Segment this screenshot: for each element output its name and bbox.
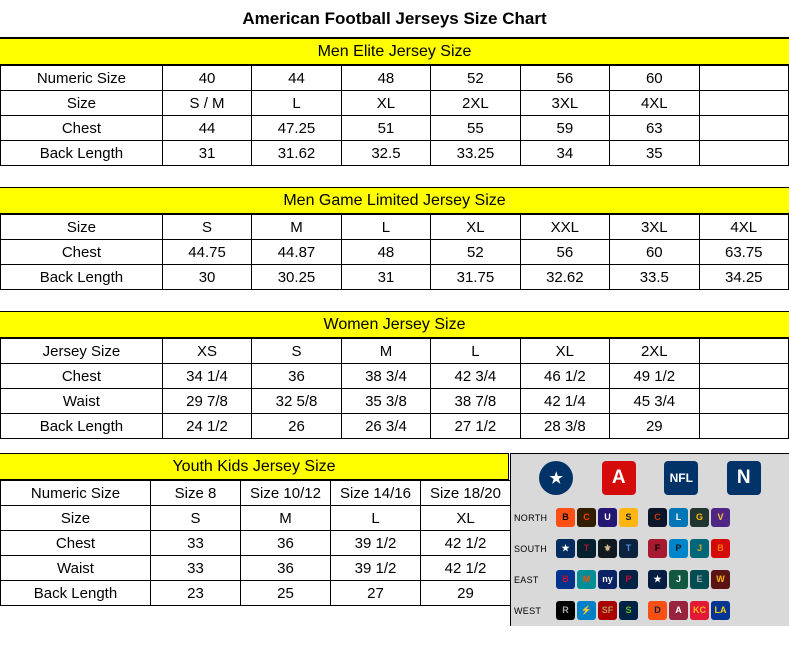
cell: 35 3/8 <box>341 389 430 414</box>
table-row <box>1 481 511 506</box>
cell: Size 8 <box>151 481 241 506</box>
cell: 35 <box>610 141 699 166</box>
cell: 23 <box>151 581 241 606</box>
table-men-elite <box>0 65 789 166</box>
steelers-logo: S <box>619 508 638 527</box>
cell: 47.25 <box>252 116 341 141</box>
falcons-logo: F <box>648 539 667 558</box>
cell: 56 <box>520 240 609 265</box>
cell: 27 1/2 <box>431 414 520 439</box>
table-row <box>1 581 511 606</box>
cell: 42 3/4 <box>431 364 520 389</box>
cell-empty <box>699 414 788 439</box>
row-label: Chest <box>1 240 163 265</box>
cell: 29 <box>421 581 511 606</box>
row-label: Chest <box>1 531 151 556</box>
cell: 52 <box>431 240 520 265</box>
cell: 32 5/8 <box>252 389 341 414</box>
table-row <box>1 265 789 290</box>
cell-empty <box>699 364 788 389</box>
section-spacer <box>0 290 789 311</box>
cell: 52 <box>431 66 520 91</box>
cell: 33 <box>151 556 241 581</box>
cell: XL <box>431 215 520 240</box>
cell: 33 <box>151 531 241 556</box>
bottom-area <box>0 453 789 626</box>
cell-empty <box>699 66 788 91</box>
cell: 63 <box>610 116 699 141</box>
section-heading-youth: Youth Kids Jersey Size <box>0 453 509 480</box>
bengals-logo: B <box>556 508 575 527</box>
row-label: Size <box>1 506 151 531</box>
cell: 44 <box>252 66 341 91</box>
cell: 32.5 <box>341 141 430 166</box>
row-label: Chest <box>1 116 163 141</box>
cell: 51 <box>341 116 430 141</box>
cell: 3XL <box>520 91 609 116</box>
cell: 26 <box>252 414 341 439</box>
row-label: Size <box>1 91 163 116</box>
table-youth <box>0 480 511 606</box>
patriots-logo: P <box>619 570 638 589</box>
cell-empty <box>699 141 788 166</box>
afc-team-group <box>556 601 638 620</box>
texans-logo: T <box>577 539 596 558</box>
division-row <box>511 595 789 626</box>
cell: Size 18/20 <box>421 481 511 506</box>
cell: 48 <box>341 66 430 91</box>
nfc-team-group <box>648 570 730 589</box>
cell: 44 <box>162 116 251 141</box>
giants-logo: ny <box>598 570 617 589</box>
cell: 31 <box>162 141 251 166</box>
nfc-team-group <box>648 539 730 558</box>
row-label: Chest <box>1 364 163 389</box>
cell: S <box>162 215 251 240</box>
afc-team-group <box>556 539 638 558</box>
table-row <box>1 506 511 531</box>
49ers-logo: SF <box>598 601 617 620</box>
cell-empty <box>699 339 788 364</box>
vikings-logo: V <box>711 508 730 527</box>
cell: 38 3/4 <box>341 364 430 389</box>
nfl-teams-panel <box>510 453 789 626</box>
nfc-logo: N <box>727 461 761 495</box>
cell: 63.75 <box>699 240 788 265</box>
nfc-team-group <box>648 508 730 527</box>
cell: 36 <box>241 531 331 556</box>
seahawks-logo: S <box>619 601 638 620</box>
cell: 40 <box>162 66 251 91</box>
titans-logo: T <box>619 539 638 558</box>
afc-team-group <box>556 570 638 589</box>
cell: XL <box>421 506 511 531</box>
colts-logo: ★ <box>556 539 575 558</box>
cell: 31.62 <box>252 141 341 166</box>
table-row <box>1 556 511 581</box>
cell: 30 <box>162 265 251 290</box>
section-heading-men-game-limited: Men Game Limited Jersey Size <box>0 187 789 214</box>
packers-logo: G <box>690 508 709 527</box>
cell: 45 3/4 <box>610 389 699 414</box>
cell: 2XL <box>610 339 699 364</box>
cell: XL <box>520 339 609 364</box>
buccaneers-logo: B <box>711 539 730 558</box>
cell: 24 1/2 <box>162 414 251 439</box>
table-row <box>1 66 789 91</box>
dolphins-logo: M <box>577 570 596 589</box>
cardinals-logo: A <box>669 601 688 620</box>
afc-logo: A <box>602 461 636 495</box>
browns-logo: C <box>577 508 596 527</box>
cell: 46 1/2 <box>520 364 609 389</box>
chiefs-logo: KC <box>690 601 709 620</box>
afc-team-group <box>556 508 638 527</box>
division-row <box>511 502 789 533</box>
cell: L <box>431 339 520 364</box>
cell: 25 <box>241 581 331 606</box>
cell: S / M <box>162 91 251 116</box>
cell: 30.25 <box>252 265 341 290</box>
cell: 29 7/8 <box>162 389 251 414</box>
division-row <box>511 564 789 595</box>
row-label: Jersey Size <box>1 339 163 364</box>
table-row <box>1 339 789 364</box>
section-spacer <box>0 166 789 187</box>
table-row <box>1 116 789 141</box>
cell-empty <box>699 91 788 116</box>
cell: 36 <box>241 556 331 581</box>
section-heading-women: Women Jersey Size <box>0 311 789 338</box>
row-label: Numeric Size <box>1 481 151 506</box>
cell-empty <box>699 389 788 414</box>
cell: Size 10/12 <box>241 481 331 506</box>
division-row <box>511 533 789 564</box>
commanders-logo: W <box>711 570 730 589</box>
cell: XS <box>162 339 251 364</box>
cell: XL <box>341 91 430 116</box>
page-title: American Football Jerseys Size Chart <box>0 0 789 38</box>
cell: 26 3/4 <box>341 414 430 439</box>
table-row <box>1 240 789 265</box>
cell: 2XL <box>431 91 520 116</box>
nfl-star-logo: ★ <box>539 461 573 495</box>
table-row <box>1 364 789 389</box>
cell: 33.25 <box>431 141 520 166</box>
raiders-logo: R <box>556 601 575 620</box>
row-label: Waist <box>1 389 163 414</box>
cell: 44.87 <box>252 240 341 265</box>
cell: 38 7/8 <box>431 389 520 414</box>
cell: 28 3/8 <box>520 414 609 439</box>
table-row <box>1 531 511 556</box>
row-label: Size <box>1 215 163 240</box>
cell: 55 <box>431 116 520 141</box>
division-label: WEST <box>514 605 542 616</box>
cell: S <box>252 339 341 364</box>
cell: 36 <box>252 364 341 389</box>
cell: 42 1/2 <box>421 556 511 581</box>
cell: XXL <box>520 215 609 240</box>
cell: 39 1/2 <box>331 556 421 581</box>
cowboys-logo: ★ <box>648 570 667 589</box>
row-label: Back Length <box>1 141 163 166</box>
division-label: NORTH <box>514 512 548 523</box>
cell: Size 14/16 <box>331 481 421 506</box>
ravens-logo: U <box>598 508 617 527</box>
cell: M <box>252 215 341 240</box>
table-women <box>0 338 789 439</box>
eagles-logo: E <box>690 570 709 589</box>
nfl-shield-logo: NFL <box>664 461 698 495</box>
cell: 27 <box>331 581 421 606</box>
cell: 42 1/4 <box>520 389 609 414</box>
broncos-logo: D <box>648 601 667 620</box>
cell: 56 <box>520 66 609 91</box>
saints-logo: ⚜ <box>598 539 617 558</box>
section-spacer <box>0 439 789 453</box>
row-label: Back Length <box>1 414 163 439</box>
row-label: Numeric Size <box>1 66 163 91</box>
table-row <box>1 141 789 166</box>
cell: 34.25 <box>699 265 788 290</box>
table-row <box>1 414 789 439</box>
cell: M <box>241 506 331 531</box>
cell: L <box>341 215 430 240</box>
cell: 33.5 <box>610 265 699 290</box>
table-row <box>1 91 789 116</box>
youth-section <box>0 453 510 626</box>
cell: 48 <box>341 240 430 265</box>
cell: 49 1/2 <box>610 364 699 389</box>
cell: 39 1/2 <box>331 531 421 556</box>
row-label: Back Length <box>1 581 151 606</box>
section-heading-men-elite: Men Elite Jersey Size <box>0 38 789 65</box>
bears-logo: C <box>648 508 667 527</box>
table-row <box>1 389 789 414</box>
cell: 60 <box>610 66 699 91</box>
divisions-list <box>511 502 789 626</box>
cell: S <box>151 506 241 531</box>
cell: 4XL <box>699 215 788 240</box>
cell: 34 1/4 <box>162 364 251 389</box>
chargers-logo: ⚡ <box>577 601 596 620</box>
bills-logo: B <box>556 570 575 589</box>
nfc-team-group <box>648 601 730 620</box>
cell: 32.62 <box>520 265 609 290</box>
jaguars-logo: J <box>690 539 709 558</box>
cell: 31.75 <box>431 265 520 290</box>
jets-logo: J <box>669 570 688 589</box>
lions-logo: L <box>669 508 688 527</box>
division-label: SOUTH <box>514 543 547 554</box>
division-label: EAST <box>514 574 539 585</box>
row-label: Back Length <box>1 265 163 290</box>
cell: 4XL <box>610 91 699 116</box>
cell: 59 <box>520 116 609 141</box>
cell: 34 <box>520 141 609 166</box>
panthers-logo: P <box>669 539 688 558</box>
conference-logos-row <box>511 454 789 502</box>
table-men-game-limited <box>0 214 789 290</box>
cell: 3XL <box>610 215 699 240</box>
rams-logo: LA <box>711 601 730 620</box>
cell: 60 <box>610 240 699 265</box>
cell: 42 1/2 <box>421 531 511 556</box>
cell: 29 <box>610 414 699 439</box>
cell: 44.75 <box>162 240 251 265</box>
cell: 31 <box>341 265 430 290</box>
cell: L <box>331 506 421 531</box>
cell: L <box>252 91 341 116</box>
table-row <box>1 215 789 240</box>
cell-empty <box>699 116 788 141</box>
row-label: Waist <box>1 556 151 581</box>
cell: M <box>341 339 430 364</box>
